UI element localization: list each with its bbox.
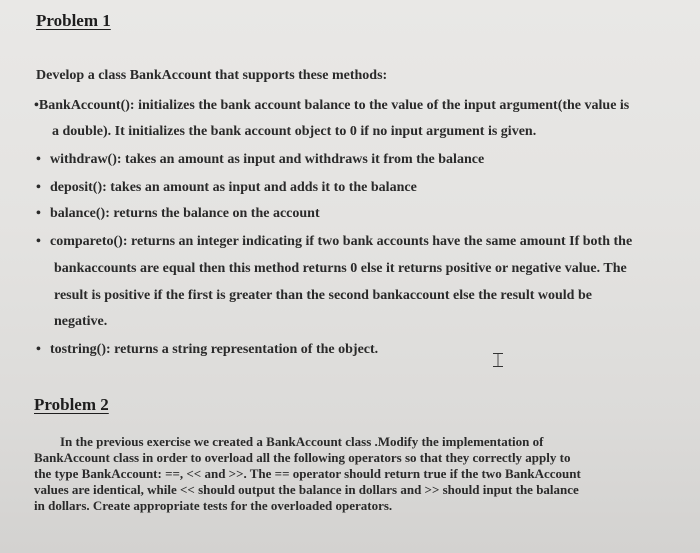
problem2-title: Problem 2 xyxy=(34,395,109,414)
bullet-dot: • xyxy=(36,180,41,195)
problem2-line: values are identical, while << should output the balance in dollars and >> should input the balance xyxy=(34,482,579,497)
problem2-line: the type BankAccount: ==, << and >>. The == operator should return true if the two BankAccount xyxy=(34,466,581,481)
list-item-deposit xyxy=(36,180,417,196)
list-item-text: tostring(): returns a string representation of the object. xyxy=(50,342,379,357)
bullet-dot: • xyxy=(36,152,41,167)
list-item-balance xyxy=(36,206,320,222)
list-item-continuation: negative. xyxy=(54,314,108,329)
list-item-tostring xyxy=(36,342,378,358)
list-item-bankaccount xyxy=(34,98,629,114)
bullet-dot: • xyxy=(34,98,39,113)
list-item-text: BankAccount(): initializes the bank account balance to the value of the input argument(the value is xyxy=(38,98,630,113)
list-item-continuation: result is positive if the first is greater than the second bankaccount else the result would be xyxy=(54,288,592,303)
text-cursor-icon: ⌶ xyxy=(492,348,504,372)
bullet-dot: • xyxy=(36,234,41,249)
list-item-continuation: bankaccounts are equal then this method returns 0 else it returns positive or negative value. The xyxy=(54,261,627,276)
list-item-text: balance(): returns the balance on the account xyxy=(50,206,320,221)
list-item-continuation: a double). It initializes the bank account object to 0 if no input argument is given. xyxy=(52,124,537,139)
problem1-title: Problem 1 xyxy=(36,11,111,30)
problem2-line: In the previous exercise we created a BankAccount class .Modify the implementation of xyxy=(60,434,544,449)
problem2-line: BankAccount class in order to overload all the following operators so that they correctly apply to xyxy=(34,450,571,465)
problem1-intro: Develop a class BankAccount that supports these methods: xyxy=(36,68,388,83)
list-item-text: withdraw(): takes an amount as input and withdraws it from the balance xyxy=(50,152,485,167)
list-item-withdraw xyxy=(36,152,484,168)
list-item-compareto xyxy=(36,234,632,250)
list-item-text: compareto(): returns an integer indicating if two bank accounts have the same amount If both the xyxy=(50,234,633,249)
problem2-line: in dollars. Create appropriate tests for the overloaded operators. xyxy=(34,498,393,513)
bullet-dot: • xyxy=(36,342,41,357)
bullet-dot: • xyxy=(36,206,41,221)
list-item-text: deposit(): takes an amount as input and adds it to the balance xyxy=(50,180,417,195)
